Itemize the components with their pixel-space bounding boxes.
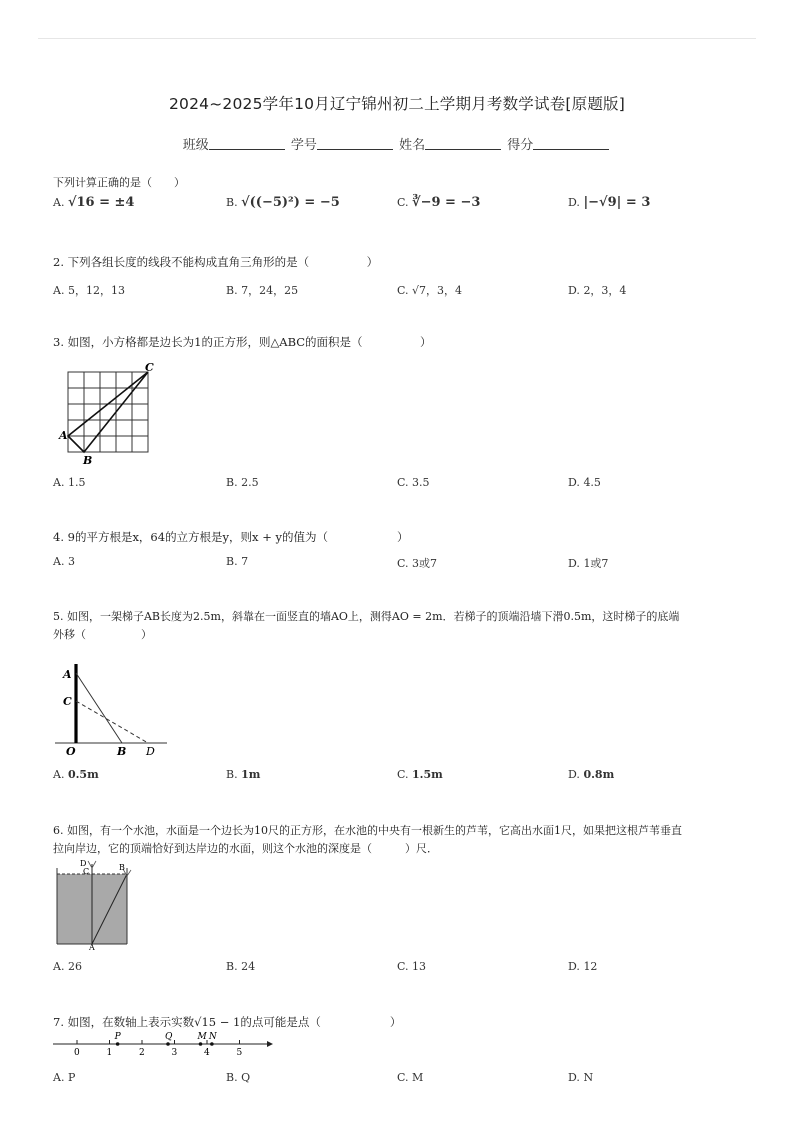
number-label: 学号 (290, 138, 317, 153)
q5-option-d-text: 0.8m (583, 768, 615, 781)
q6-option-b-text: 24 (241, 960, 256, 973)
q3-grid (68, 372, 148, 452)
q6-label-c: C (83, 867, 90, 876)
q7-option-c[interactable]: C. M (397, 1071, 424, 1084)
q5-option-b[interactable]: B. 1m (226, 768, 261, 781)
class-blank[interactable] (209, 137, 285, 150)
q1-option-a-formula: √16 = ±4 (67, 195, 135, 210)
q7-tick-label-3: 3 (171, 1048, 178, 1058)
q5-label-b: B (117, 745, 127, 758)
q7-option-a[interactable]: A. P (53, 1071, 76, 1084)
q6-option-b[interactable]: B. 24 (226, 960, 256, 973)
q6-option-c-text: 13 (412, 960, 427, 973)
question-6-stem-line2: 拉向岸边，它的顶端恰好到达岸边的水面，则这个水池的深度是（ ）尺． (53, 842, 438, 855)
q4-option-c[interactable]: C. 3或7 (397, 557, 438, 570)
q5-label-d: D (146, 745, 155, 758)
q2-option-c-text: √7，3，4 (412, 284, 463, 297)
q3-option-b[interactable]: B. 2.5 (226, 476, 259, 489)
q4-option-a-text: 3 (67, 555, 75, 568)
q7-point-M (199, 1042, 203, 1046)
q7-point-label-N: N (208, 1032, 217, 1042)
q5-option-d[interactable]: D. 0.8m (568, 768, 615, 781)
q3-option-a-text: 1.5 (67, 476, 86, 489)
question-4-stem: 4. 9的平方根是x，64的立方根是y，则x + y的值为（ ） (53, 530, 409, 544)
question-1-stem: 下列计算正确的是（ ） (53, 176, 185, 189)
q6-pond-figure (52, 856, 132, 950)
q3-option-b-text: 2.5 (241, 476, 259, 489)
q1-option-b[interactable]: B. √((−5)²) = −5 (226, 195, 340, 210)
q7-ticks (74, 1040, 243, 1058)
class-label: 班级 (182, 138, 209, 153)
q6-option-c[interactable]: C. 13 (397, 960, 427, 973)
q5-label-a: A (63, 668, 72, 681)
q2-option-a[interactable]: A. 5，12，13 (53, 284, 125, 297)
q6-option-d[interactable]: D. 12 (568, 960, 598, 973)
q1-option-c-formula: ∛−9 = −3 (412, 195, 481, 210)
q3-option-c-text: 3.5 (412, 476, 430, 489)
page-top-rule (38, 38, 756, 39)
q2-option-d-text: 2，3，4 (583, 284, 627, 297)
q7-point-label-M: M (197, 1032, 207, 1042)
q3-option-d[interactable]: D. 4.5 (568, 476, 601, 489)
q6-option-d-text: 12 (583, 960, 598, 973)
score-blank[interactable] (533, 137, 609, 150)
q7-option-b[interactable]: B. Q (226, 1071, 251, 1084)
q7-point-P (116, 1042, 120, 1046)
q7-tick-label-2: 2 (139, 1048, 145, 1058)
q7-option-d-text: N (583, 1071, 594, 1084)
q3-label-a: A (59, 429, 68, 442)
q5-ladder-ab (76, 673, 122, 743)
q5-option-c[interactable]: C. 1.5m (397, 768, 443, 781)
q5-ladder-figure (55, 660, 175, 758)
q3-option-c[interactable]: C. 3.5 (397, 476, 430, 489)
q4-option-b-text: 7 (241, 555, 249, 568)
q7-option-c-text: M (412, 1071, 424, 1084)
q7-tick-label-0: 0 (74, 1048, 80, 1058)
q1-option-c[interactable]: C. ∛−9 = −3 (397, 195, 481, 210)
q6-option-a[interactable]: A. 26 (53, 960, 82, 973)
question-5-stem-line1: 5. 如图，一架梯子AB长度为2.5m，斜靠在一面竖直的墙AO上，测得AO = 2m．若梯子的顶端沿墙下滑0.5m，这时梯子的底端 (53, 610, 680, 623)
q3-option-d-text: 4.5 (583, 476, 601, 489)
q6-label-b: B (119, 863, 125, 872)
q7-option-d[interactable]: D. N (568, 1071, 594, 1084)
q2-option-d[interactable]: D. 2，3，4 (568, 284, 627, 297)
question-3-stem: 3. 如图，小方格都是边长为1的正方形，则△ABC的面积是（ ） (53, 335, 432, 349)
q7-option-a-text: P (67, 1071, 76, 1084)
q6-option-a-text: 26 (67, 960, 82, 973)
q1-option-a[interactable]: A. √16 = ±4 (53, 195, 135, 210)
q7-point-N (210, 1042, 214, 1046)
q4-option-d[interactable]: D. 1或7 (568, 557, 609, 570)
q3-triangle-abc (68, 372, 148, 452)
q2-option-a-text: 5，12，13 (67, 284, 125, 297)
name-label: 姓名 (399, 138, 426, 153)
q7-point-label-P: P (114, 1032, 121, 1042)
q7-number-line (53, 1026, 278, 1060)
q7-tick-label-5: 5 (236, 1048, 243, 1058)
q4-option-d-text: 1或7 (583, 557, 609, 570)
number-blank[interactable] (317, 137, 393, 150)
page-title: 2024~2025学年10月辽宁锦州初二上学期月考数学试卷[原题版] (169, 95, 625, 113)
score-label: 得分 (507, 138, 534, 153)
q4-option-c-text: 3或7 (412, 557, 438, 570)
name-blank[interactable] (425, 137, 501, 150)
q1-option-d-formula: |−√9| = 3 (583, 195, 651, 210)
q7-tick-label-1: 1 (106, 1048, 113, 1058)
q5-option-b-text: 1m (241, 768, 261, 781)
q3-label-b: B (83, 454, 93, 466)
q1-option-b-formula: √((−5)²) = −5 (241, 195, 340, 210)
question-5-stem-line2: 外移（ ） (53, 628, 152, 641)
q4-option-a[interactable]: A. 3 (53, 555, 75, 568)
q5-option-c-text: 1.5m (412, 768, 443, 781)
q7-tick-label-4: 4 (204, 1048, 210, 1058)
student-info-line (0, 134, 794, 153)
q2-option-b-text: 7，24，25 (241, 284, 299, 297)
q3-option-a[interactable]: A. 1.5 (53, 476, 86, 489)
q7-point-label-Q: Q (165, 1032, 173, 1042)
q5-label-o: O (66, 745, 76, 758)
q5-option-a-text: 0.5m (67, 768, 99, 781)
q3-label-c: C (145, 361, 154, 374)
q2-option-b[interactable]: B. 7，24，25 (226, 284, 299, 297)
q6-label-d: D (80, 859, 87, 868)
q6-label-a: A (89, 943, 95, 950)
q5-option-a[interactable]: A. 0.5m (53, 768, 99, 781)
q2-option-c[interactable]: C. √7，3，4 (397, 284, 463, 297)
q5-label-c: C (63, 695, 72, 708)
q4-option-b[interactable]: B. 7 (226, 555, 249, 568)
question-6-stem-line1: 6. 如图，有一个水池，水面是一个边长为10尺的正方形，在水池的中央有一根新生的芦苇，它高出水面1尺，如果把这根芦苇垂直 (53, 824, 682, 837)
question-2-stem: 2. 下列各组长度的线段不能构成直角三角形的是（ ） (53, 255, 379, 269)
q5-ladder-cd (76, 701, 148, 743)
q7-point-Q (166, 1042, 170, 1046)
q7-option-b-text: Q (241, 1071, 251, 1084)
q7-axis-arrow (267, 1041, 273, 1047)
q3-grid-figure (55, 360, 165, 466)
question-7-stem: 7. 如图，在数轴上表示实数√15 − 1的点可能是点（ ） (53, 1015, 402, 1029)
q1-option-d[interactable]: D. |−√9| = 3 (568, 195, 651, 210)
